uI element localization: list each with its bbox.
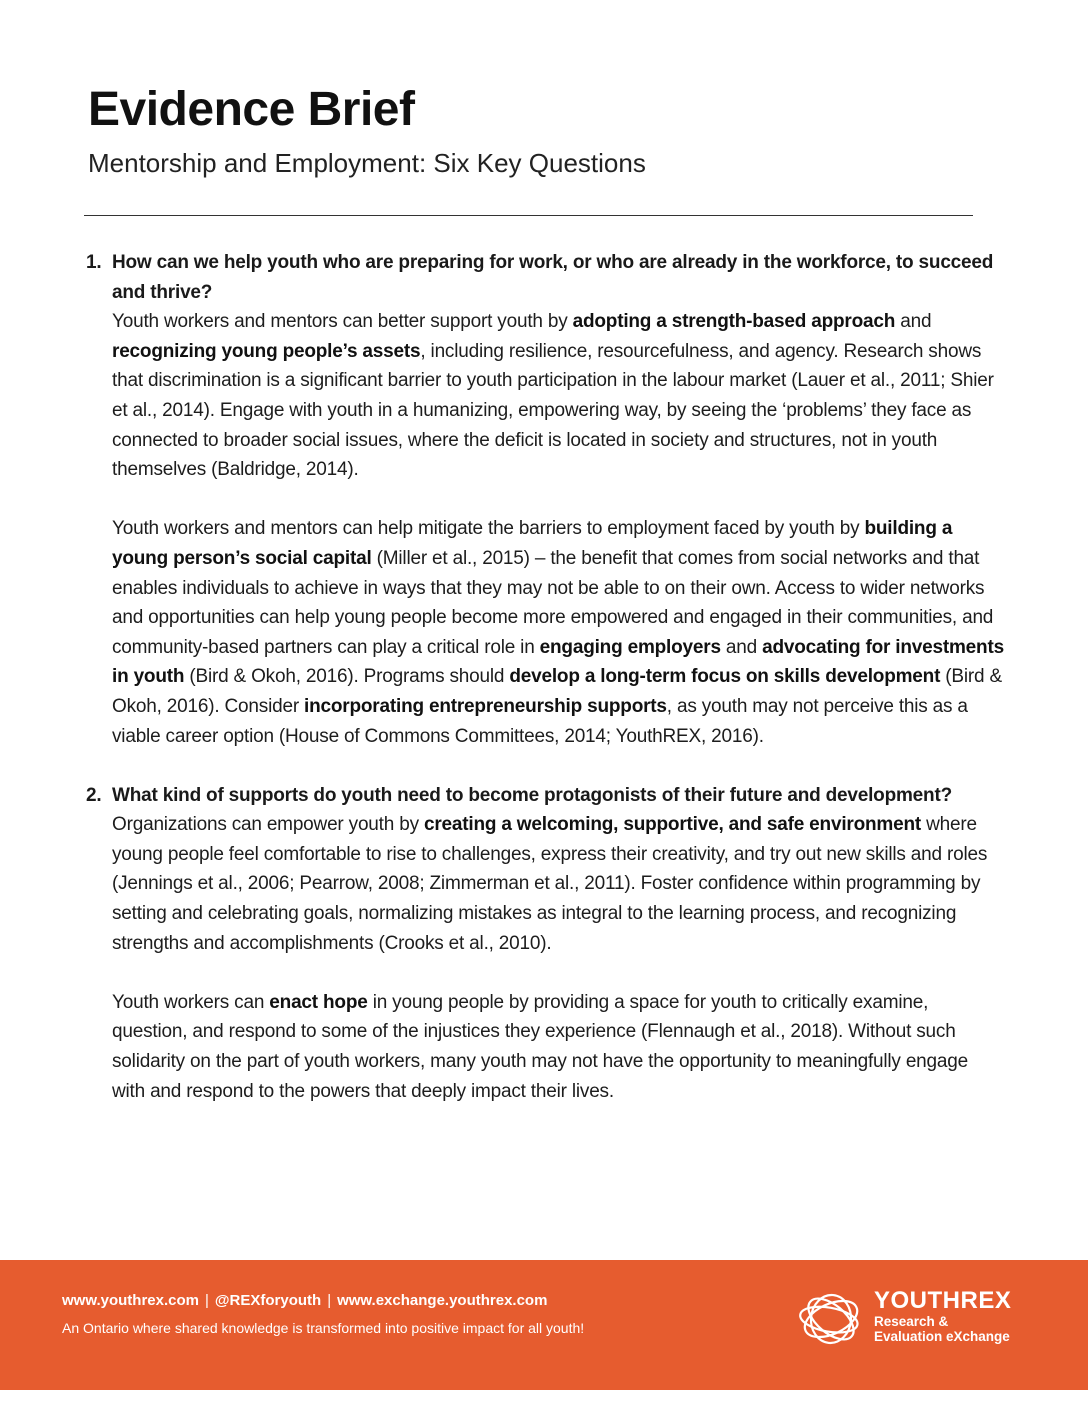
body-text: Organizations can empower youth by (112, 814, 424, 836)
emphasis-text: advocating for investments in youth (112, 636, 1004, 688)
body-text: , including resilience, resourcefulness, and agency. Research shows that discrimination is a significant barrier to youth participation in the labour market (Lauer et al., 2011; Shier et al., 2014). Engage with youth in a humanizing, empowering way, by seeing the ‘problems’ they face as connected to broader social issues, where the deficit is located in society and structures, not in youth themselves (Baldridge, 2014). (112, 340, 994, 481)
body-text: in young people by providing a space for youth to critically examine, question, and respond to some of the injustices they experience (Flennaugh et al., 2018). Without such solidarity on the part of youth workers, many youth may not have the opportunity to meaningfully engage with and respond to the powers that deeply impact their lives. (112, 991, 969, 1102)
emphasis-text: engaging employers (539, 636, 721, 658)
emphasis-text: enact hope (269, 991, 368, 1013)
question-2 (86, 781, 1006, 1107)
exchange-website-link[interactable]: www.exchange.youthrex.com (337, 1292, 548, 1309)
question-title: What kind of supports do youth need to become protagonists of their future and development? (112, 784, 952, 806)
page-title: Evidence Brief (88, 83, 415, 136)
body-text: and (720, 636, 763, 658)
emphasis-text: adopting a strength-based approach (572, 311, 896, 333)
question-paragraph (112, 810, 1006, 958)
logo-subtitle-line-2: Evaluation eXchange (874, 1329, 1010, 1344)
link-separator: | (327, 1292, 332, 1309)
body-text: Youth workers and mentors can better support youth by (112, 311, 573, 333)
footer-links (62, 1292, 547, 1309)
question-paragraph (112, 988, 1006, 1106)
header-divider (84, 215, 973, 216)
body-text: Youth workers and mentors can help mitigate the barriers to employment faced by youth by (112, 518, 865, 540)
page-subtitle: Mentorship and Employment: Six Key Questions (88, 148, 646, 178)
question-number: 1. (86, 252, 102, 273)
emphasis-text: incorporating entrepreneurship supports (304, 695, 667, 717)
emphasis-text: building a young person’s social capital (112, 518, 953, 569)
body-text: where young people feel comfortable to rise to challenges, express their creativity, and try out new skills and roles (Jennings et al., 2006; Pearrow, 2008; Zimmerman et al., 2011). Foster confidence within programming by setting and celebrating goals, normalizing mistakes as integral to the learning process, and recognizing strengths and accomplishments (Crooks et al., 2010). (112, 814, 988, 954)
link-separator: | (204, 1292, 209, 1309)
question-title: How can we help youth who are preparing for work, or who are already in the workforce, to succeed and thrive? (112, 252, 994, 303)
logo-name: YOUTHREX (874, 1287, 1012, 1314)
page-footer (0, 1260, 1088, 1390)
emphasis-text: creating a welcoming, supportive, and safe environment (423, 814, 921, 836)
question-number: 2. (86, 784, 102, 806)
footer-tagline: An Ontario where shared knowledge is transformed into positive impact for all youth! (62, 1320, 585, 1336)
body-text: (Bird & Okoh, 2016). Consider (112, 666, 1002, 717)
question-paragraph (112, 514, 1006, 751)
question-1 (86, 248, 1006, 751)
youthrex-rings-logo-icon (798, 1286, 864, 1352)
twitter-handle-link[interactable]: @REXforyouth (214, 1292, 322, 1309)
body-text: (Bird & Okoh, 2016). Programs should (184, 666, 510, 688)
emphasis-text: develop a long-term focus on skills development (509, 666, 941, 688)
emphasis-text: recognizing young people’s assets (112, 340, 421, 362)
question-paragraph (112, 307, 1006, 485)
body-text: Youth workers can (112, 991, 270, 1013)
questions-list (86, 248, 1006, 1106)
youthrex-logo-text (874, 1288, 1011, 1344)
website-link[interactable]: www.youthrex.com (62, 1292, 199, 1309)
body-text: and (895, 311, 932, 333)
body-text: (Miller et al., 2015) – the benefit that comes from social networks and that enables individuals to achieve in ways that they may not be able to on their own. Access to wider networks and opportunities can help young people become more empowered and engaged in their communities, and community-based partners can play a critical role in (112, 547, 994, 658)
logo-subtitle-line-1: Research & (874, 1314, 949, 1329)
body-text: , as youth may not perceive this as a viable career option (House of Commons Committees, 2014; YouthREX, 2016). (112, 695, 968, 747)
